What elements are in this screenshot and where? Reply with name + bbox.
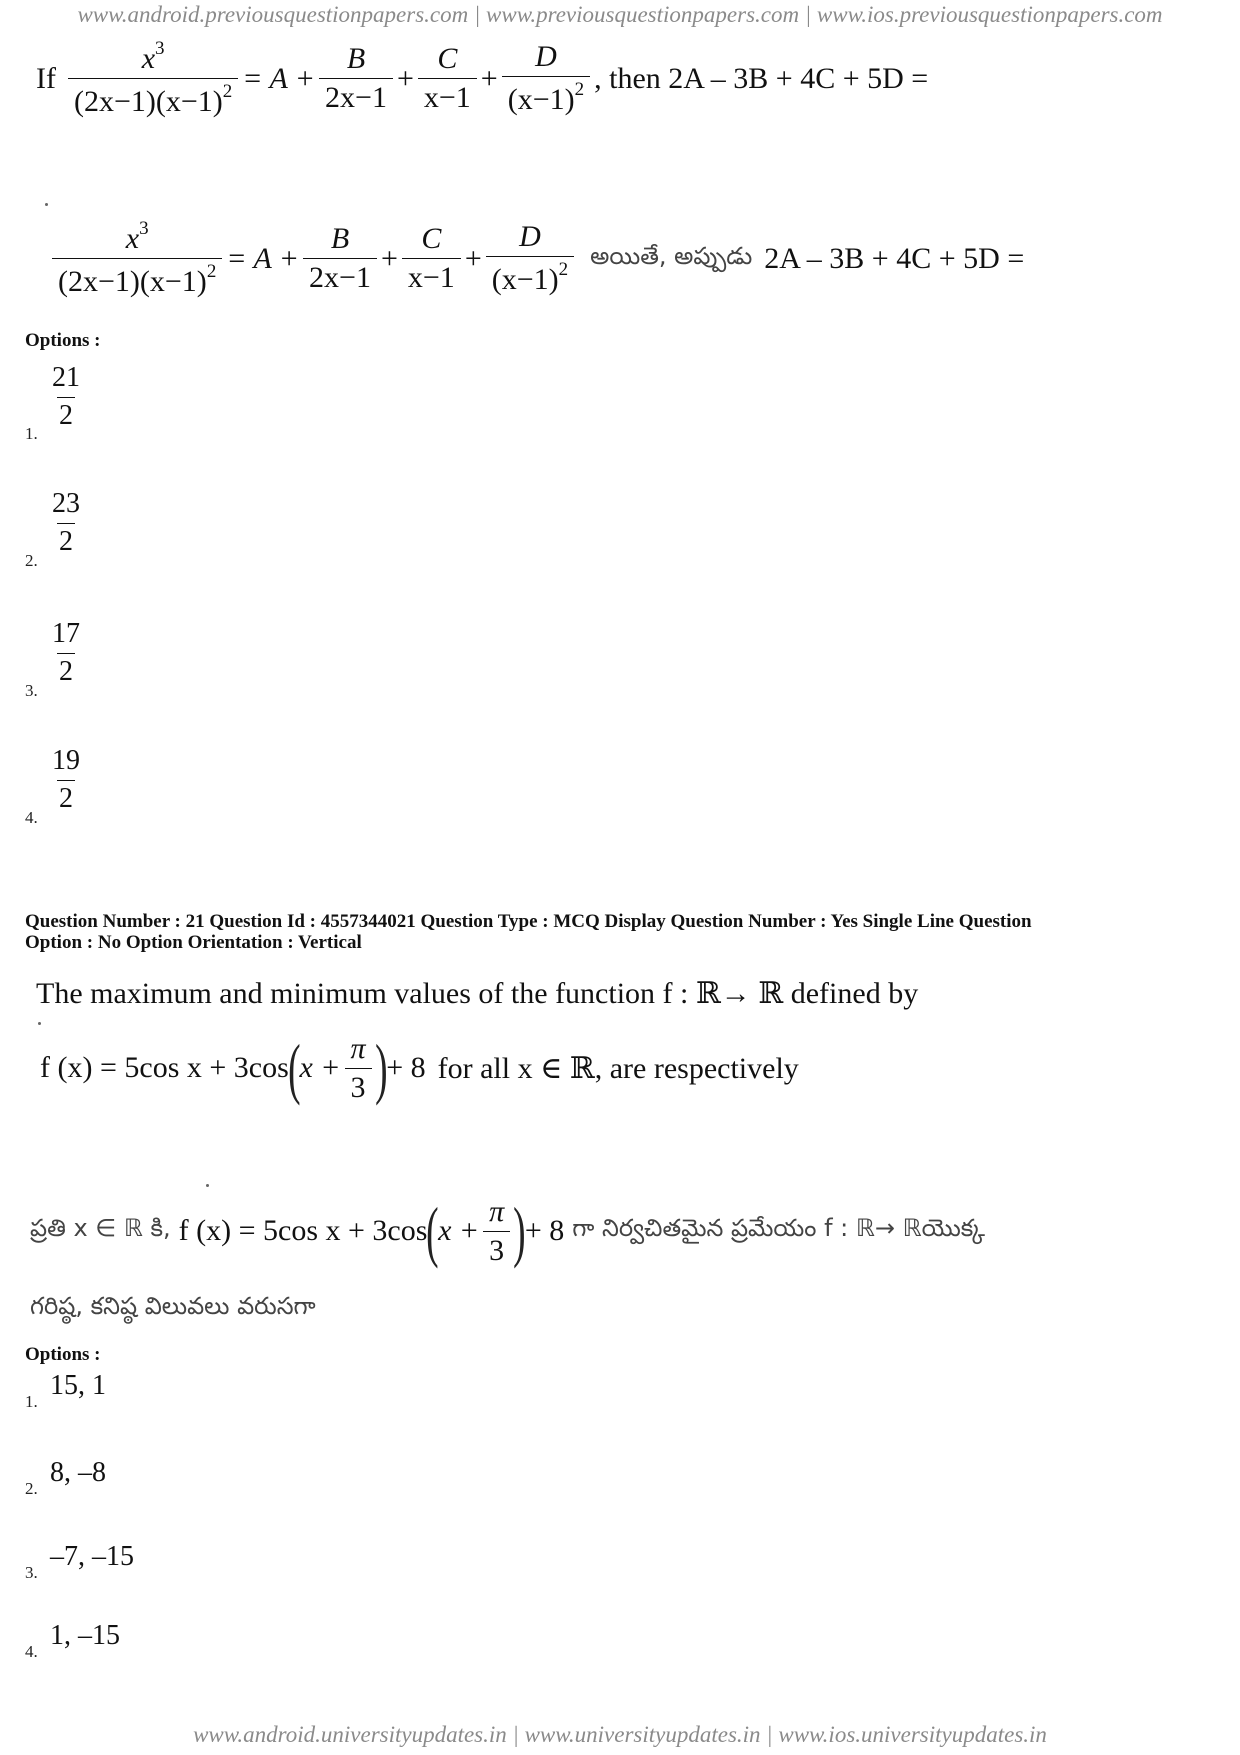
q20-te-term2 xyxy=(402,222,461,295)
q21-telugu-line-2: గరిష్ఠ, కనిష్ఠ విలువలు వరుసగా xyxy=(30,1292,316,1320)
q21-option-4-value: 1, –15 xyxy=(50,1620,120,1651)
q20-te-eq-a: = A + xyxy=(226,241,300,275)
q20-option-1-number: 1. xyxy=(25,424,38,443)
q20-lhs-den: (2x−1)(x−1) xyxy=(73,85,223,118)
footer-watermark: www.android.universityupdates.in | www.universityupdates.in | www.ios.universityupdates.in xyxy=(193,1722,1047,1747)
q20-te-lhs-den: (2x−1)(x−1) xyxy=(58,265,207,298)
q20-te-term1-num: B xyxy=(330,222,350,255)
q20-option-1-fraction xyxy=(50,362,82,432)
q20-term2 xyxy=(418,42,477,115)
stray-dot xyxy=(45,203,48,206)
q20-lhs-num: x xyxy=(141,42,156,75)
q20-eq-a: = A + xyxy=(242,61,316,95)
q21-te-f-lhs: f (x) = 5cos x + 3cos xyxy=(178,1214,428,1247)
q20-option-4-den: 2 xyxy=(57,780,75,815)
q20-term1-num: B xyxy=(346,42,366,75)
q20-lhs-den-exp: 2 xyxy=(222,81,233,102)
q21-telugu-line-1 xyxy=(30,1186,985,1276)
q20-option-1-num: 21 xyxy=(52,362,80,393)
q20-te-term3 xyxy=(486,220,574,297)
q20-te-lhs-num: x xyxy=(125,222,140,255)
q21-f-lhs: f (x) = 5cos x + 3cos xyxy=(40,1051,289,1084)
q20-option-4-fraction xyxy=(50,745,82,815)
q20-plus-2: + xyxy=(480,61,498,95)
q20-te-term2-den: x−1 xyxy=(402,258,461,295)
q21-arg-x: x + xyxy=(299,1051,341,1084)
q20-te-plus-2: + xyxy=(464,241,482,275)
q21-three: 3 xyxy=(345,1068,372,1105)
q21-english-tail: for all x ∈ ℝ, are respectively xyxy=(437,1051,799,1085)
header-watermark: www.android.previousquestionpapers.com | www.previousquestionpapers.com | www.ios.previousquestionpapers.com xyxy=(77,2,1163,27)
q20-options-label: Options : xyxy=(25,330,101,351)
right-paren: ) xyxy=(513,1193,526,1269)
q20-option-4-num: 19 xyxy=(52,745,80,776)
q21-option-1-number: 1. xyxy=(25,1392,38,1411)
q21-te-pi-over-3 xyxy=(483,1195,510,1268)
q20-te-plus-1: + xyxy=(380,241,398,275)
q21-option-2-value: 8, –8 xyxy=(50,1457,106,1488)
q20-plus-1: + xyxy=(396,61,414,95)
q20-if-word: If xyxy=(36,61,56,95)
q21-option-3-number: 3. xyxy=(25,1563,38,1582)
q20-te-lhs-den-exp: 2 xyxy=(206,261,217,282)
q20-te-lhs-num-exp: 3 xyxy=(139,218,149,239)
q21-pi-over-3 xyxy=(345,1032,372,1105)
q20-option-3-den: 2 xyxy=(57,653,75,688)
q20-term3-den-exp: 2 xyxy=(574,79,585,100)
q20-telugu-line xyxy=(48,218,1024,299)
right-paren: ) xyxy=(374,1030,388,1106)
q20-telugu-tail: 2A – 3B + 4C + 5D = xyxy=(764,241,1025,275)
q20-option-2-fraction xyxy=(50,488,82,558)
q20-english-tail: , then 2A – 3B + 4C + 5D = xyxy=(594,61,929,95)
q21-option-2-number: 2. xyxy=(25,1479,38,1498)
q21-english-line-1: The maximum and minimum values of the function f : ℝ→ ℝ defined by xyxy=(36,977,919,1010)
left-paren: ( xyxy=(287,1030,301,1106)
q20-term2-num: C xyxy=(437,42,458,75)
left-paren: ( xyxy=(426,1193,439,1269)
q20-telugu-suffix: అయితే, అప్పుడు xyxy=(590,241,753,270)
q21-te-arg-x: x + xyxy=(438,1214,480,1247)
q20-option-2-number: 2. xyxy=(25,551,38,570)
q20-english-line xyxy=(36,38,928,119)
q21-plus-8: + 8 xyxy=(386,1051,426,1084)
q20-te-term1 xyxy=(303,222,377,295)
q21-te-pi: π xyxy=(489,1194,505,1228)
q20-te-lhs-fraction xyxy=(52,218,222,299)
q20-term2-den: x−1 xyxy=(418,78,477,115)
q20-option-1-den: 2 xyxy=(57,397,75,432)
q21-meta xyxy=(25,911,1215,953)
q20-term1 xyxy=(319,42,393,115)
q20-option-2-den: 2 xyxy=(57,523,75,558)
q20-term3-den: (x−1) xyxy=(507,83,575,116)
q21-options-label: Options : xyxy=(25,1344,101,1365)
q20-lhs-fraction xyxy=(68,38,238,119)
q21-english-line-2 xyxy=(40,1028,799,1108)
q21-option-3-value: –7, –15 xyxy=(50,1541,134,1572)
q20-lhs-num-exp: 3 xyxy=(155,38,165,59)
q21-pi: π xyxy=(350,1031,366,1065)
q20-te-term2-num: C xyxy=(421,222,442,255)
q21-telugu-mid: గా నిర్వచితమైన ప్రమేయం f : ℝ→ ℝయొక్క xyxy=(572,1214,985,1242)
q20-option-4-number: 4. xyxy=(25,808,38,827)
q21-meta-line-2: Option : No Option Orientation : Vertical xyxy=(25,932,362,953)
stray-dot xyxy=(38,1022,41,1025)
q20-term3 xyxy=(502,40,590,117)
q20-term3-num: D xyxy=(535,40,557,73)
q21-option-1-value: 15, 1 xyxy=(50,1370,106,1401)
q20-option-3-number: 3. xyxy=(25,681,38,700)
q21-option-4-number: 4. xyxy=(25,1642,38,1661)
q20-option-2-num: 23 xyxy=(52,488,80,519)
q21-telugu-prefix: ప్రతి x ∈ ℝ కి, xyxy=(30,1214,171,1242)
q21-meta-line-1: Question Number : 21 Question Id : 4557344021 Question Type : MCQ Display Question Number : Yes Single Line Question xyxy=(25,911,1032,932)
q21-te-three: 3 xyxy=(483,1231,510,1268)
q20-te-term3-num: D xyxy=(519,220,541,253)
q20-te-term3-den: (x−1) xyxy=(491,263,559,296)
q20-term1-den: 2x−1 xyxy=(319,78,393,115)
q20-te-term3-den-exp: 2 xyxy=(558,259,569,280)
q21-te-plus-8: + 8 xyxy=(524,1214,565,1247)
q20-option-3-fraction xyxy=(50,618,82,688)
q20-te-term1-den: 2x−1 xyxy=(303,258,377,295)
q20-option-3-num: 17 xyxy=(52,618,80,649)
